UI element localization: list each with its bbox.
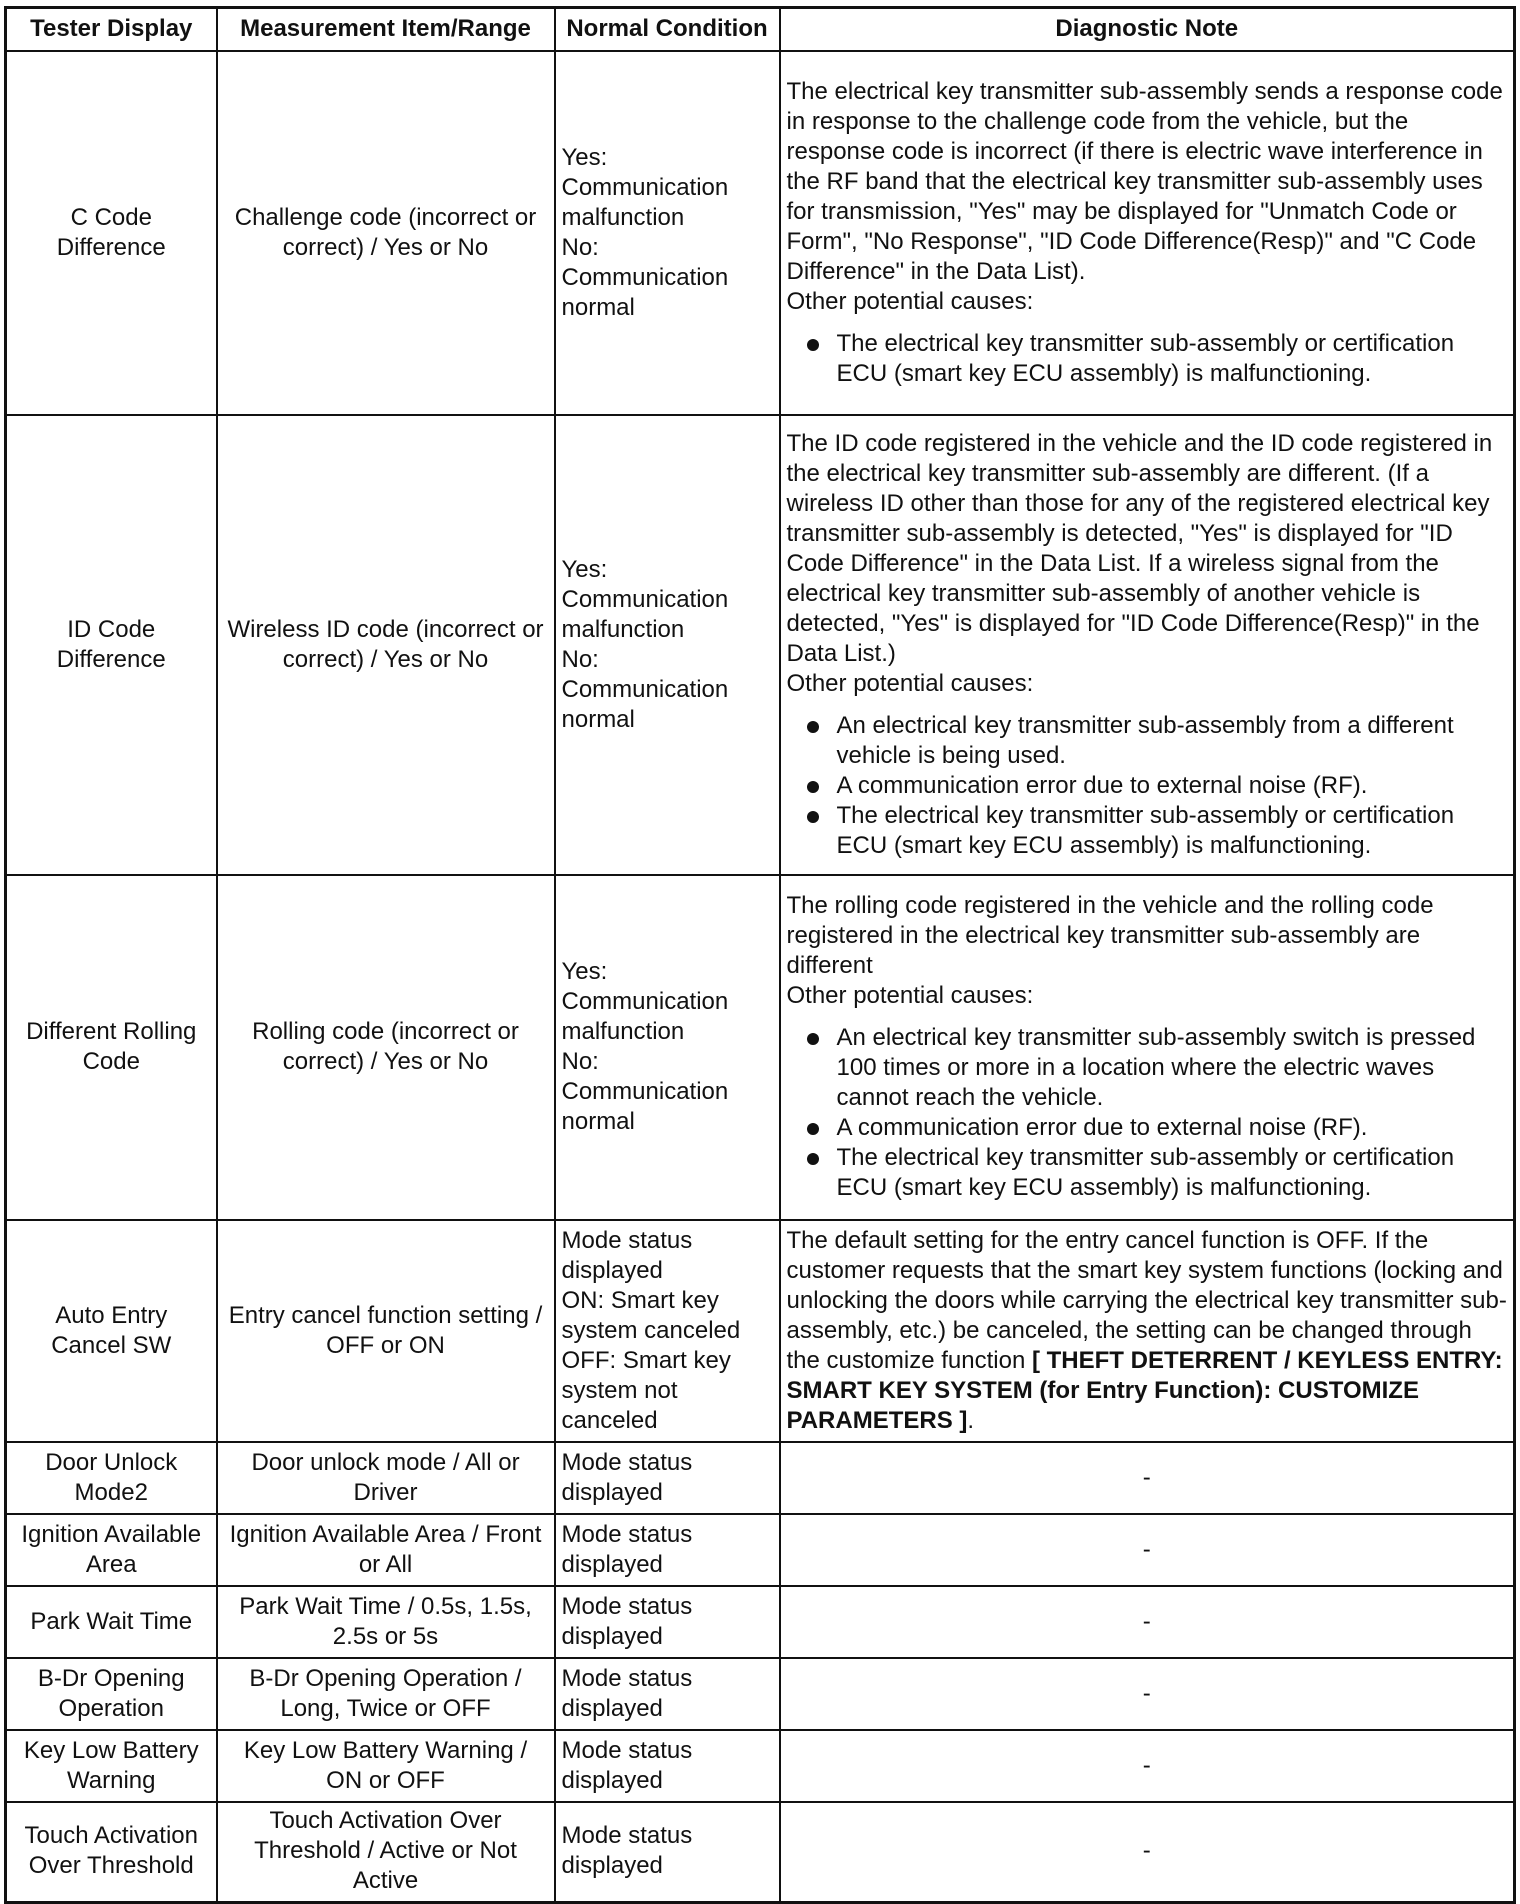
diagnostic-note-cell: - (780, 1658, 1515, 1730)
customize-parameters-reference: [ THEFT DETERRENT / KEYLESS ENTRY: SMART KEY SYSTEM (for Entry Function): CUSTOMIZE PARAMETERS ] (786, 1346, 1503, 1434)
causes-list (787, 329, 1508, 389)
measurement-cell: Wireless ID code (incorrect or correct) / Yes or No (217, 415, 555, 875)
causes-list (787, 711, 1508, 861)
measurement-cell: B-Dr Opening Operation / Long, Twice or OFF (217, 1658, 555, 1730)
list-item: The electrical key transmitter sub-assembly or certification ECU (smart key ECU assembly) is malfunctioning. (801, 801, 1508, 861)
normal-condition-cell: Mode status displayed (555, 1802, 780, 1902)
diagnostic-note-cell: - (780, 1586, 1515, 1658)
table-row (6, 1658, 1515, 1730)
list-item: The electrical key transmitter sub-assembly or certification ECU (smart key ECU assembly) is malfunctioning. (801, 329, 1508, 389)
tester-display-cell: Ignition Available Area (6, 1514, 217, 1586)
measurement-cell: Key Low Battery Warning / ON or OFF (217, 1730, 555, 1802)
bullet-icon (807, 1033, 819, 1045)
table-row (6, 875, 1515, 1220)
note-text: The ID code registered in the vehicle and the ID code registered in the electrical key transmitter sub-assembly are different. (If a wireless ID other than those for any of the registered electrical key transmitter sub-assembly is detected, "Yes" is displayed for "ID Code Difference" in the Data List. If a wireless signal from the electrical key transmitter sub-assembly of another vehicle is detected, "Yes" is displayed for "ID Code Difference(Resp)" in the Data List.) (786, 429, 1493, 667)
tester-display-cell: ID Code Difference (6, 415, 217, 875)
list-item: The electrical key transmitter sub-assembly or certification ECU (smart key ECU assembly) is malfunctioning. (801, 1143, 1508, 1203)
bullet-icon (807, 339, 819, 351)
tester-display-cell: Auto Entry Cancel SW (6, 1220, 217, 1442)
measurement-cell: Rolling code (incorrect or correct) / Yes or No (217, 875, 555, 1220)
table-row (6, 1442, 1515, 1514)
note-text: The electrical key transmitter sub-assembly sends a response code in response to the challenge code from the vehicle, but the response code is incorrect (if there is electric wave interference in the RF band that the electrical key transmitter sub-assembly uses for transmission, "Yes" may be displayed for "Unmatch Code or Form", "No Response", "ID Code Difference(Resp)" and "C Code Difference" in the Data List). (786, 77, 1503, 285)
measurement-cell: Ignition Available Area / Front or All (217, 1514, 555, 1586)
normal-condition-cell: Yes: Communication malfunction No: Communication normal (555, 51, 780, 415)
tester-display-cell: Door Unlock Mode2 (6, 1442, 217, 1514)
diagnostic-note-cell: - (780, 1442, 1515, 1514)
causes-label: Other potential causes: (786, 982, 1034, 1009)
data-list-table (4, 6, 1516, 1904)
normal-condition-cell: Mode status displayed (555, 1442, 780, 1514)
note-text: The rolling code registered in the vehicle and the rolling code registered in the electrical key transmitter sub-assembly are different (786, 892, 1434, 979)
measurement-cell: Park Wait Time / 0.5s, 1.5s, 2.5s or 5s (217, 1586, 555, 1658)
header-diagnostic-note: Diagnostic Note (780, 8, 1515, 52)
diagnostic-note-cell: - (780, 1730, 1515, 1802)
table-header-row (6, 8, 1515, 52)
tester-display-cell: Key Low Battery Warning (6, 1730, 217, 1802)
measurement-cell: Door unlock mode / All or Driver (217, 1442, 555, 1514)
tester-display-cell: C Code Difference (6, 51, 217, 415)
measurement-cell: Challenge code (incorrect or correct) / Yes or No (217, 51, 555, 415)
table-row (6, 1586, 1515, 1658)
causes-label: Other potential causes: (786, 669, 1034, 697)
measurement-cell: Touch Activation Over Threshold / Active or Not Active (217, 1802, 555, 1902)
normal-condition-cell: Yes: Communication malfunction No: Communication normal (555, 415, 780, 875)
normal-condition-cell: Mode status displayed (555, 1658, 780, 1730)
causes-list (787, 1023, 1508, 1203)
tester-display-cell: Park Wait Time (6, 1586, 217, 1658)
bullet-icon (807, 1153, 819, 1165)
list-item: A communication error due to external noise (RF). (801, 1113, 1508, 1143)
causes-label: Other potential causes: (786, 287, 1034, 315)
table-row (6, 1514, 1515, 1586)
list-item: An electrical key transmitter sub-assembly from a different vehicle is being used. (801, 711, 1508, 771)
header-measurement-item: Measurement Item/Range (217, 8, 555, 52)
diagnostic-note-cell: - (780, 1514, 1515, 1586)
table-row (6, 1802, 1515, 1902)
normal-condition-cell: Mode status displayed (555, 1586, 780, 1658)
measurement-cell: Entry cancel function setting / OFF or ON (217, 1220, 555, 1442)
tester-display-cell: Touch Activation Over Threshold (6, 1802, 217, 1902)
bullet-icon (807, 811, 819, 823)
diagnostic-note-cell (780, 51, 1515, 415)
table-row (6, 1730, 1515, 1802)
list-item: An electrical key transmitter sub-assembly switch is pressed 100 times or more in a location where the electric waves cannot reach the vehicle. (801, 1023, 1508, 1113)
table-row (6, 51, 1515, 415)
bullet-icon (807, 721, 819, 733)
normal-condition-cell: Mode status displayed ON: Smart key system canceled OFF: Smart key system not canceled (555, 1220, 780, 1442)
bullet-icon (807, 1123, 819, 1135)
header-normal-condition: Normal Condition (555, 8, 780, 52)
table-row (6, 1220, 1515, 1442)
tester-display-cell: Different Rolling Code (6, 875, 217, 1220)
normal-condition-cell: Mode status displayed (555, 1730, 780, 1802)
header-tester-display: Tester Display (6, 8, 217, 52)
diagnostic-note-cell: - (780, 1802, 1515, 1902)
list-item: A communication error due to external noise (RF). (801, 771, 1508, 801)
diagnostic-note-cell (780, 875, 1515, 1220)
normal-condition-cell: Yes: Communication malfunction No: Communication normal (555, 875, 780, 1220)
diagnostic-note-cell: The default setting for the entry cancel function is OFF. If the customer requests that the smart key system functions (locking and unlocking the doors while carrying the electrical key transmitter sub-assembly, etc.) be canceled, the setting can be changed through the customize function [ THEFT DETERRENT / KEYLESS ENTRY: SMART KEY SYSTEM (for Entry Function): CUSTOMIZE PARAMETERS ]. (780, 1220, 1515, 1442)
bullet-icon (807, 781, 819, 793)
table-row (6, 415, 1515, 875)
normal-condition-cell: Mode status displayed (555, 1514, 780, 1586)
diagnostic-note-cell (780, 415, 1515, 875)
note-text: The default setting for the entry cancel function is OFF. If the customer requests that the smart key system functions (locking and unlocking the doors while carrying the electrical key transmitter sub-assembly, etc.) be canceled, the setting can be changed through the customize function (786, 1226, 1507, 1374)
tester-display-cell: B-Dr Opening Operation (6, 1658, 217, 1730)
